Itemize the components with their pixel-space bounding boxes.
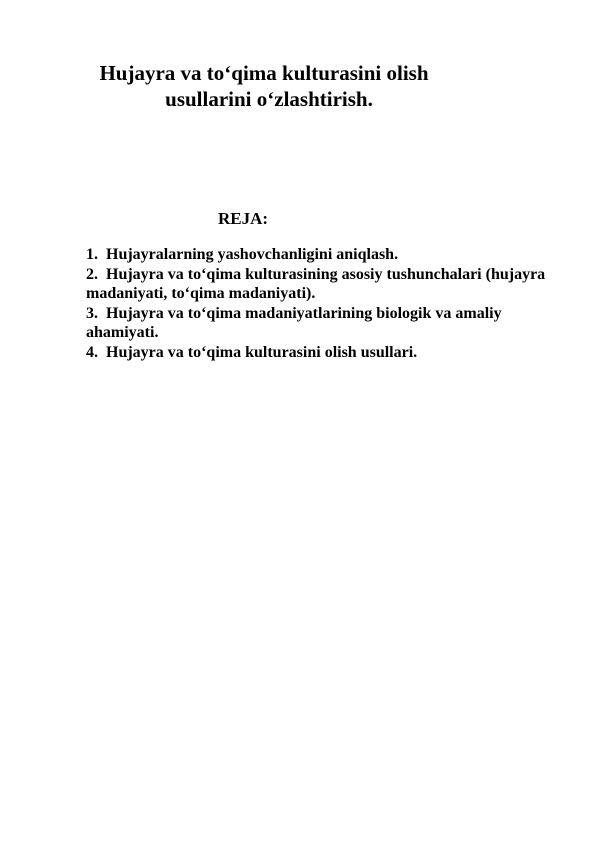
document-title (60, 60, 500, 112)
plan-item (86, 245, 556, 265)
plan-item-number: 3. (86, 304, 98, 322)
plan-item (86, 343, 556, 363)
plan-item-text: Hujayra va to‘qima kulturasini olish usullari. (106, 343, 418, 361)
plan-item (86, 304, 556, 343)
plan-item-number: 4. (86, 343, 98, 361)
plan-list (86, 245, 556, 362)
plan-item-text: Hujayra va to‘qima madaniyatlarining biologik va amaliy ahamiyati. (86, 304, 502, 341)
plan-item-text: Hujayra va to‘qima kulturasining asosiy tushunchalari (hujayra madaniyati, to‘qima madaniyati). (86, 265, 546, 302)
plan-heading: REJA: (218, 209, 269, 228)
plan-item (86, 265, 556, 304)
plan-item-text: Hujayralarning yashovchanligini aniqlash. (106, 246, 399, 263)
plan-item-number: 2. (86, 265, 98, 283)
title-line-2: usullarini o‘zlashtirish. (165, 87, 373, 111)
title-line-1: Hujayra va to‘qima kulturasini olish (99, 61, 429, 85)
plan-item-number: 1. (86, 246, 98, 263)
